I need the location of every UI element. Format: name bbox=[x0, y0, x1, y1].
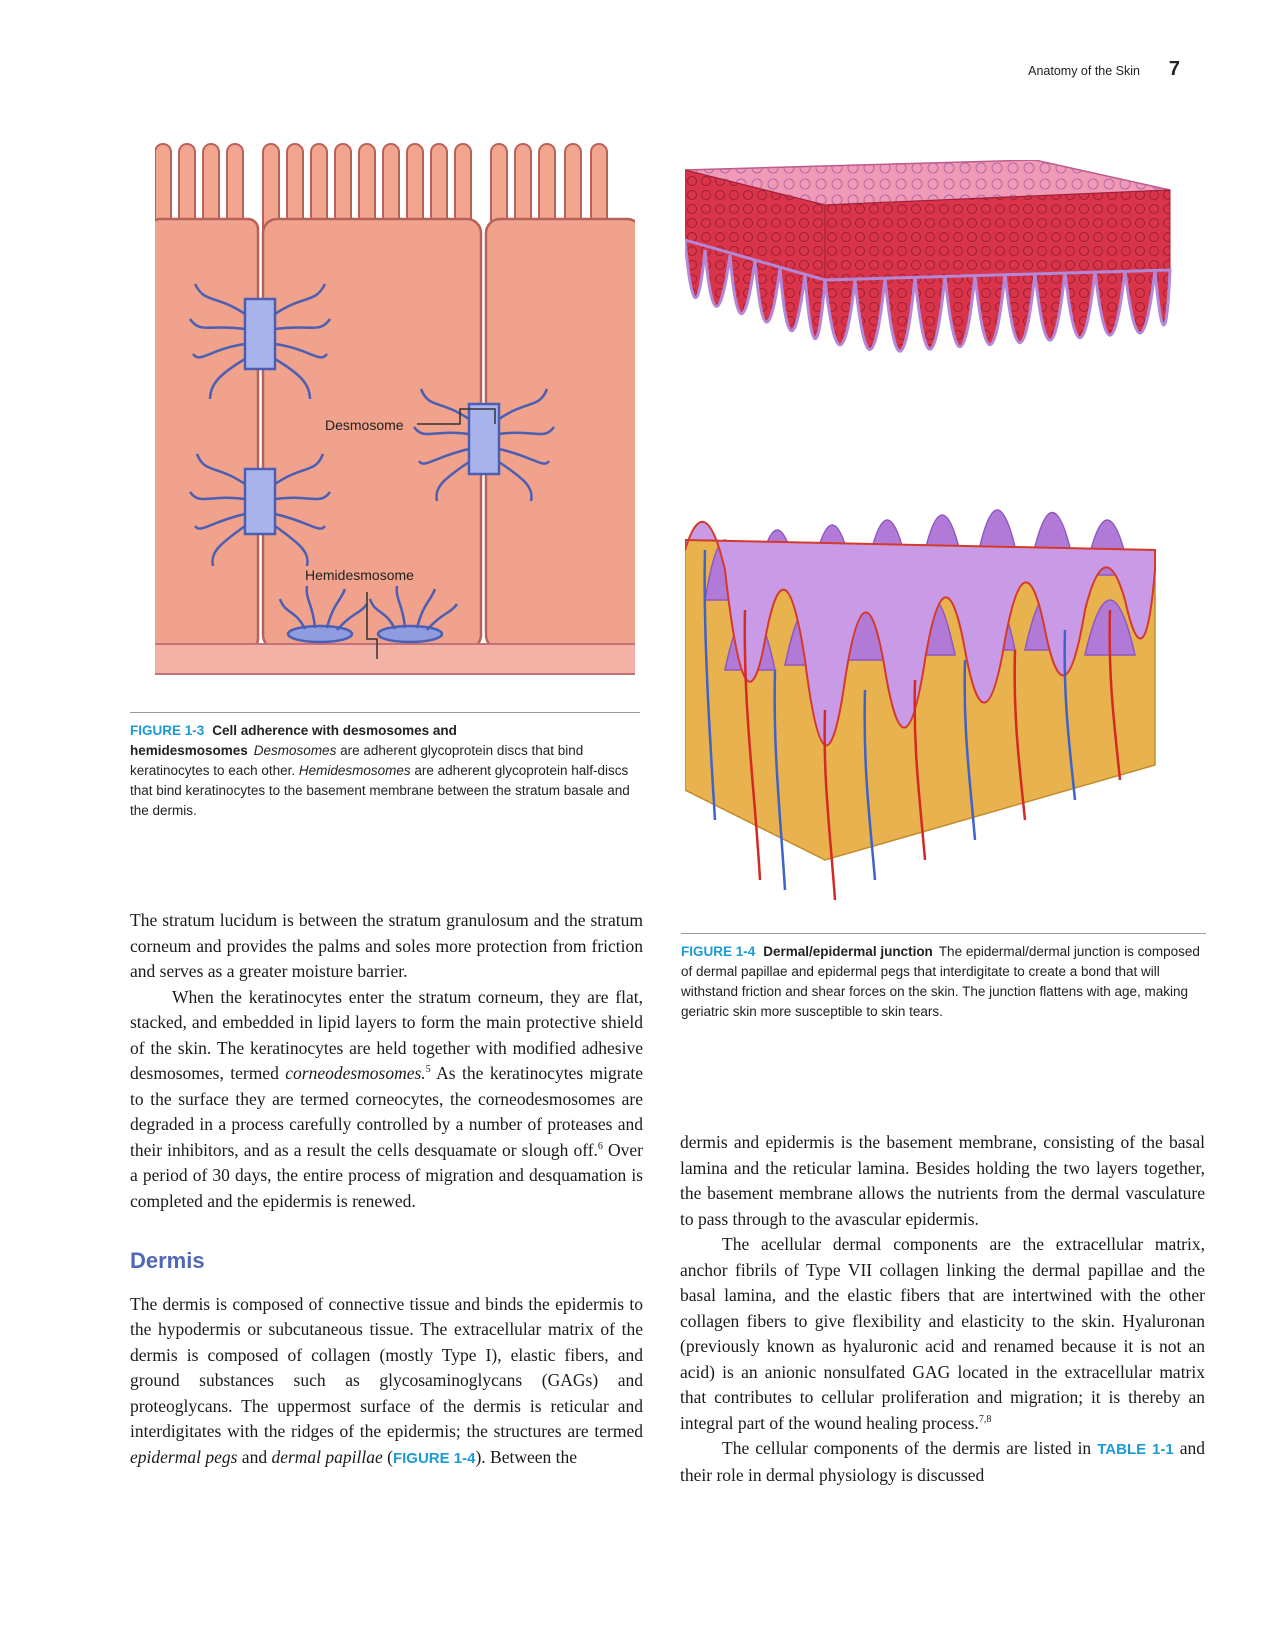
running-head bbox=[960, 58, 1220, 86]
term-epidermal-pegs: epidermal pegs bbox=[130, 1446, 238, 1467]
caption-text-2: are adherent glycoprotein half-discs that bind keratinocytes to the basement membrane between the stratum basale and the dermis. bbox=[130, 763, 630, 818]
p3-and: and bbox=[237, 1446, 272, 1467]
figure-1-3-title: Cell adherence with desmosomes and hemidesmosomes bbox=[130, 723, 457, 758]
citation-7-8: 7,8 bbox=[978, 1413, 992, 1425]
p3-text-b: ). Between the bbox=[475, 1446, 578, 1467]
p3-open: ( bbox=[382, 1446, 393, 1467]
citation-6: 6 bbox=[597, 1140, 603, 1152]
term-corneodesmosomes: corneodesmosomes. bbox=[285, 1063, 426, 1083]
paragraph-basement-membrane: dermis and epidermis is the basement membrane, consisting of the basal lamina and the reticular lamina. Besides holding the two layers together, the basement membrane allows the nutrients from the dermal vasculature to pass through to the avascular epidermis. bbox=[680, 1132, 1205, 1229]
paragraph-dermis bbox=[130, 1292, 643, 1472]
running-title: Anatomy of the Skin bbox=[1028, 64, 1140, 78]
body-column-right bbox=[680, 1130, 1205, 1488]
hemidesmosome-label: Hemidesmosome bbox=[305, 567, 414, 583]
paragraph-cellular-components bbox=[680, 1436, 1205, 1488]
p3-text-a: The dermis is composed of connective tissue and binds the epidermis to the hypodermis or subcutaneous tissue. The extracellular matrix of the dermis is composed of collagen (mostly Type I), elastic fibers, and ground substances such as glycosaminoglycans (GAGs) and proteoglycans. The uppermost surface of the dermis is reticular and interdigitates with the ridges of the epidermis; the structures are termed bbox=[130, 1293, 643, 1441]
page-number: 7 bbox=[1168, 58, 1180, 80]
paragraph-acellular-components bbox=[680, 1232, 1205, 1436]
figure-1-3-caption bbox=[130, 712, 640, 821]
figure-1-4-caption bbox=[681, 933, 1206, 1022]
caption-text-1: are adherent glycoprotein discs that bind keratinocytes to each other. bbox=[130, 743, 584, 778]
body-column-left bbox=[130, 908, 643, 1471]
figure-1-4-text: The epidermal/dermal junction is composed of dermal papillae and epidermal pegs that interdigitate to create a bond that will withstand friction and shear forces on the skin. The junction flattens with age, making geriatric skin more susceptible to skin tears. bbox=[681, 944, 1200, 1019]
section-heading-dermis: Dermis bbox=[130, 1248, 205, 1273]
basement-membrane bbox=[155, 644, 635, 674]
caption-term-hemidesmosomes: Hemidesmosomes bbox=[298, 763, 411, 778]
p6-text-a: The cellular components of the dermis are listed in bbox=[722, 1438, 1098, 1458]
figure-1-4-label: FIGURE 1-4 bbox=[681, 944, 756, 959]
figure-1-4-dermis-block bbox=[685, 490, 1200, 910]
p5-text: The acellular dermal components are the extracellular matrix, anchor fibrils of Type VII collagen linking the dermal papillae and the basal lamina, and the elastic fibers that are intertwined with the other collagen fibers to give flexibility and elasticity to the skin. Hyaluronan (previously known as hyaluronic acid and renamed because it is not an acid) is an anionic nonsulfated GAG located in the extracellular matrix that contributes to cellular proliferation and migration; it is thereby an integral part of the wound healing process. bbox=[680, 1234, 1205, 1433]
caption-term-desmosomes: Desmosomes bbox=[253, 743, 337, 758]
cell-left bbox=[155, 219, 258, 649]
desmosome-label: Desmosome bbox=[325, 417, 404, 433]
figure-1-3-illustration bbox=[155, 134, 635, 694]
p6-text-b: and their role in dermal physiology is discussed bbox=[680, 1438, 1205, 1485]
paragraph-stratum-corneum bbox=[130, 985, 643, 1215]
citation-5: 5 bbox=[425, 1064, 431, 1076]
paragraph-stratum-lucidum: The stratum lucidum is between the stratum granulosum and the stratum corneum and provides the palms and soles more protection from friction and serves as a greater moisture barrier. bbox=[130, 910, 643, 981]
figure-1-4-title: Dermal/epidermal junction bbox=[763, 944, 933, 959]
figure-1-4-reference[interactable]: FIGURE 1-4 bbox=[392, 1449, 476, 1467]
figure-1-3-label: FIGURE 1-3 bbox=[130, 723, 205, 738]
p2-text-c: Over a period of 30 days, the entire process of migration and desquamation is completed and the epidermis is renewed. bbox=[130, 1139, 643, 1211]
term-dermal-papillae: dermal papillae bbox=[271, 1446, 383, 1467]
p2-text-a: When the keratinocytes enter the stratum corneum, they are flat, stacked, and embedded in lipid layers to form the main protective shield of the skin. The keratinocytes are held together with modified adhesive desmosomes, termed bbox=[130, 986, 643, 1083]
table-1-1-reference[interactable]: TABLE 1-1 bbox=[1097, 1441, 1174, 1458]
figure-1-4-epidermis-block bbox=[685, 160, 1200, 510]
p2-text-b: As the keratinocytes migrate to the surface they are termed corneocytes, the corneodesmosomes are degraded in a process carefully controlled by a number of proteases and their inhibitors, and as a result the cells desquamate or slough off. bbox=[130, 1063, 643, 1160]
